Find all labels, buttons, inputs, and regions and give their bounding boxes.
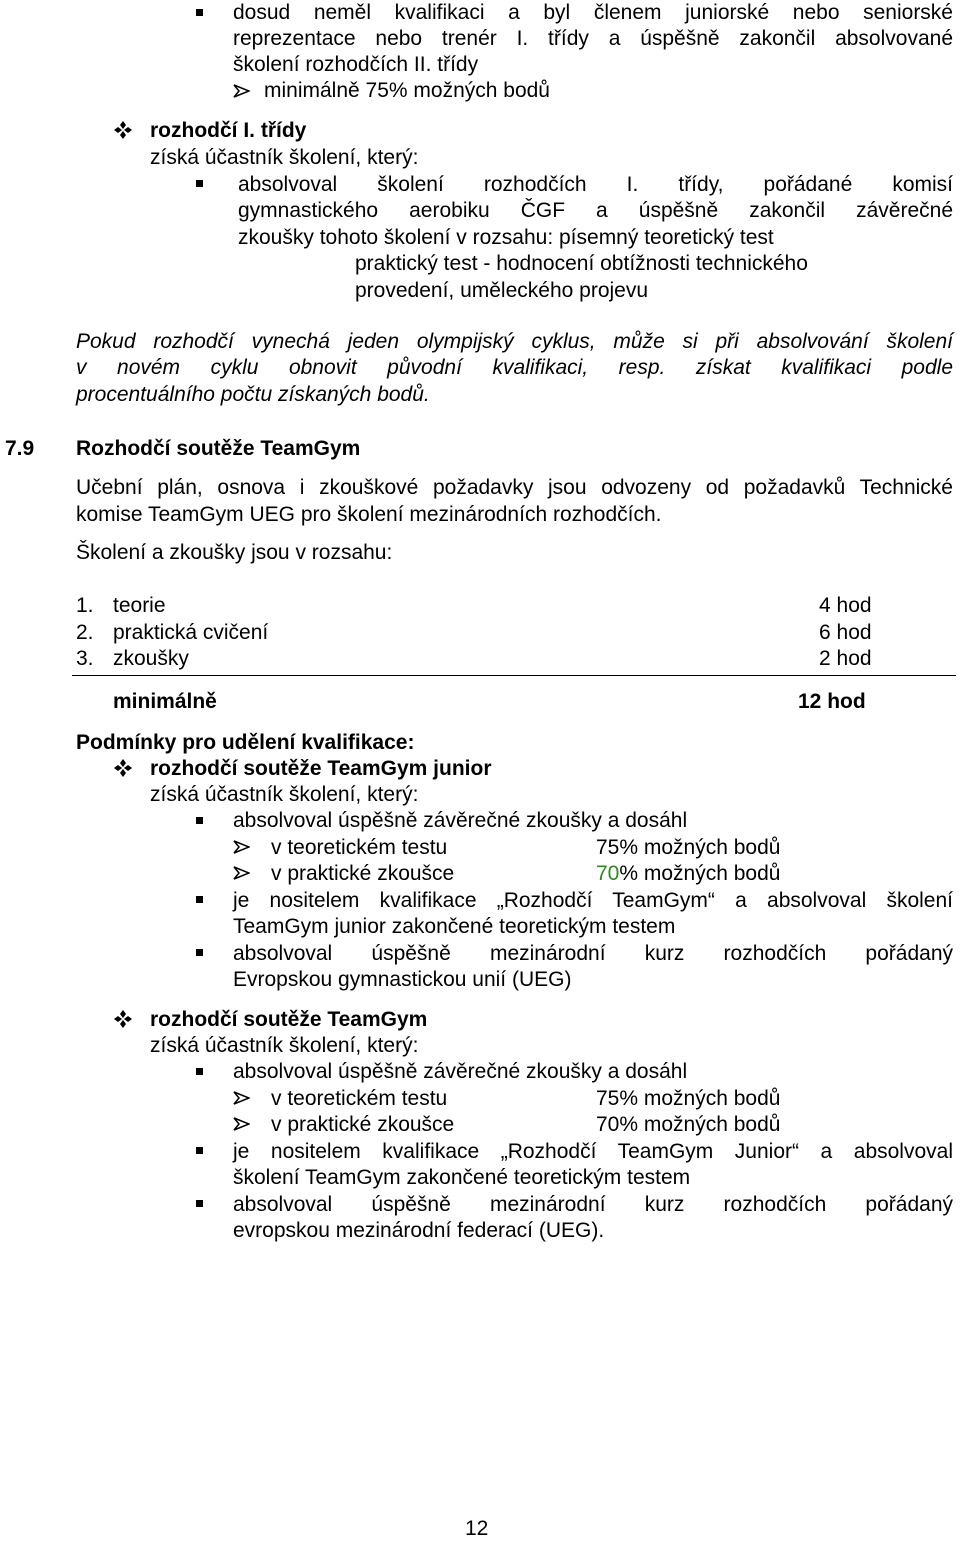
arrow-item-label: v praktické zkoušce (271, 1113, 455, 1136)
diamond-bullet-icon (113, 1010, 133, 1028)
scope-text: Školení a zkoušky jsou v rozsahu: (76, 541, 393, 564)
subsection-heading: rozhodčí soutěže TeamGym (150, 1008, 428, 1031)
schedule-hours: 6 hod (819, 621, 872, 644)
value-suffix: % možných bodů (619, 862, 781, 885)
arrow-item-label: v teoretickém testu (271, 836, 448, 859)
schedule-label: praktická cvičení (113, 621, 269, 644)
arrow-item-label: v teoretickém testu (271, 1087, 448, 1110)
arrow-item-value (596, 861, 780, 888)
list-item: TeamGym junior zakončené teoretickým testem (233, 915, 676, 938)
schedule-label: zkoušky (113, 647, 189, 670)
highlighted-value: 70 (596, 862, 620, 885)
page-number: 12 (465, 1517, 489, 1540)
conditions-heading: Podmínky pro udělení kvalifikace: (76, 731, 415, 754)
schedule-total-hours: 12 hod (798, 690, 866, 713)
schedule-hours: 2 hod (819, 647, 872, 670)
list-item: provedení, uměleckého projevu (355, 279, 649, 302)
list-item: minimálně 75% možných bodů (264, 79, 550, 102)
list-item: absolvoval úspěšně mezinárodní kurz rozhodčích pořádaný (233, 1193, 953, 1216)
list-item: školení TeamGym zakončené teoretickým testem (233, 1166, 691, 1189)
square-bullet-icon (196, 1147, 203, 1154)
list-item: dosud neměl kvalifikaci a byl členem juniorské nebo seniorské (233, 1, 953, 24)
square-bullet-icon (196, 896, 203, 903)
divider (72, 675, 956, 676)
list-item: gymnastického aerobiku ČGF a úspěšně zakončil závěrečné (238, 199, 953, 222)
note-paragraph: v novém cyklu obnovit původní kvalifikaci, resp. získat kvalifikaci podle (76, 356, 953, 379)
square-bullet-icon (196, 817, 203, 824)
list-item: je nositelem kvalifikace „Rozhodčí TeamGym Junior“ a absolvoval (233, 1140, 953, 1163)
square-bullet-icon (196, 1068, 203, 1075)
section-heading: rozhodčí I. třídy (150, 119, 307, 142)
list-item: praktický test - hodnocení obtížnosti technického (355, 252, 808, 275)
square-bullet-icon (196, 949, 203, 956)
list-item: zkoušky tohoto školení v rozsahu: písemný teoretický test (238, 226, 774, 249)
arrow-bullet-icon (233, 1117, 250, 1131)
list-item: evropskou mezinárodní federací (UEG). (233, 1219, 605, 1242)
schedule-hours: 4 hod (819, 594, 872, 617)
schedule-label: teorie (113, 594, 166, 617)
list-item: reprezentace nebo trenér I. třídy a úspěšně zakončil absolvované (233, 27, 953, 50)
square-bullet-icon (196, 1200, 203, 1207)
schedule-num: 3. (76, 647, 94, 670)
arrow-bullet-icon (233, 1091, 250, 1105)
list-item: absolvoval úspěšně mezinárodní kurz rozhodčích pořádaný (233, 942, 953, 965)
list-item: absolvoval úspěšně závěrečné zkoušky a dosáhl (233, 809, 688, 832)
intro-text: získá účastník školení, který: (150, 146, 419, 169)
schedule-num: 2. (76, 621, 94, 644)
note-paragraph: Pokud rozhodčí vynechá jeden olympijský cyklus, může si při absolvování školení (76, 330, 953, 353)
arrow-item-value: 75% možných bodů (596, 1087, 781, 1110)
list-item: absolvoval úspěšně závěrečné zkoušky a dosáhl (233, 1060, 688, 1083)
subsection-heading: rozhodčí soutěže TeamGym junior (150, 757, 492, 780)
note-paragraph: procentuálního počtu získaných bodů. (76, 383, 430, 406)
arrow-item-label: v praktické zkoušce (271, 862, 455, 885)
intro-text: získá účastník školení, který: (150, 783, 419, 806)
schedule-total-label: minimálně (113, 690, 217, 713)
paragraph: komise TeamGym UEG pro školení mezinárodních rozhodčích. (76, 503, 662, 526)
section-number: 7.9 (5, 437, 35, 460)
square-bullet-icon (196, 9, 203, 16)
arrow-item-value: 70% možných bodů (596, 1113, 781, 1136)
list-item: absolvoval školení rozhodčích I. třídy, pořádané komisí (238, 173, 953, 196)
schedule-num: 1. (76, 594, 94, 617)
list-item: je nositelem kvalifikace „Rozhodčí TeamGym“ a absolvoval školení (233, 889, 953, 912)
arrow-bullet-icon (233, 866, 250, 880)
list-item: Evropskou gymnastickou unií (UEG) (233, 968, 572, 991)
intro-text: získá účastník školení, který: (150, 1034, 419, 1057)
arrow-bullet-icon (233, 84, 250, 98)
arrow-bullet-icon (233, 840, 250, 854)
paragraph: Učební plán, osnova i zkouškové požadavky jsou odvozeny od požadavků Technické (76, 476, 953, 499)
diamond-bullet-icon (113, 759, 133, 777)
square-bullet-icon (196, 180, 203, 187)
arrow-item-value: 75% možných bodů (596, 836, 781, 859)
section-title: Rozhodčí soutěže TeamGym (76, 437, 361, 460)
list-item: školení rozhodčích II. třídy (233, 53, 479, 76)
diamond-bullet-icon (113, 121, 133, 139)
